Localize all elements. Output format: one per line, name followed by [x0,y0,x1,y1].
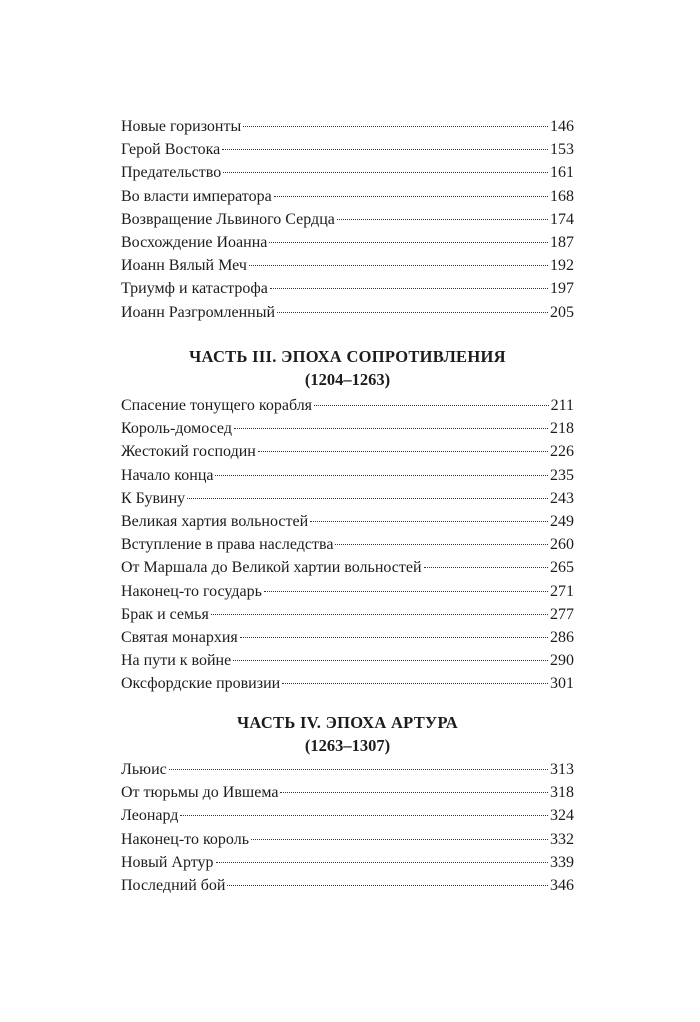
toc-entry-page-number: 324 [550,807,574,825]
toc-entry[interactable] [121,417,574,440]
toc-entry-page-number: 243 [550,489,574,507]
toc-entry-title: К Бувину [121,489,186,507]
dot-leader [335,544,548,545]
toc-entry-title: На пути к войне [121,652,232,670]
toc-entry-page-number: 192 [550,257,574,275]
toc-entry[interactable] [121,254,574,277]
toc-entry[interactable] [121,533,574,556]
toc-entry-title: Наконец-то государь [121,582,262,600]
dot-leader [215,475,548,476]
toc-entry[interactable] [121,510,574,533]
dot-leader [216,862,548,863]
toc-entry[interactable] [121,804,574,827]
toc-entry-page-number: 271 [550,582,574,600]
toc-entry-page-number: 174 [550,210,574,228]
toc-entry-title: Великая хартия вольностей [121,512,309,530]
toc-entry[interactable] [121,758,574,781]
toc-entry-title: Король-домосед [121,420,232,438]
toc-entry[interactable] [121,556,574,579]
dot-leader [269,242,548,243]
toc-entry-title: Льюис [121,761,167,778]
toc-entry-page-number: 346 [550,876,574,894]
toc-entry[interactable] [121,874,574,897]
toc-entry-page-number: 277 [550,605,574,623]
toc-entry-page-number: 205 [550,303,574,321]
dot-leader [211,614,548,615]
toc-entry-page-number: 161 [550,164,574,182]
toc-entry-title: Вступление в права наследства [121,536,334,554]
toc-entry-title: Восхождение Иоанна [121,233,268,251]
toc-section-part3 [121,394,574,695]
toc-entry-page-number: 260 [550,536,574,554]
toc-entry-page-number: 153 [550,141,574,159]
toc-entry-title: Наконец-то король [121,830,249,848]
toc-entry[interactable] [121,301,574,324]
toc-section-part4 [121,758,574,897]
dot-leader [337,219,548,220]
toc-entry[interactable] [121,580,574,603]
toc-entry-title: Иоанн Разгромленный [121,303,276,321]
toc-entry-page-number: 218 [550,420,574,438]
part-3-heading [121,346,574,392]
toc-section-part2-continued [121,115,574,324]
toc-entry-title: Иоанн Вялый Меч [121,257,247,275]
toc-entry-title: Спасение тонущего корабля [121,397,313,414]
toc-entry[interactable] [121,185,574,208]
dot-leader [310,521,548,522]
part-4-title: ЧАСТЬ IV. ЭПОХА АРТУРА [237,713,458,732]
dot-leader [223,172,548,173]
toc-entry[interactable] [121,487,574,510]
toc-entry-page-number: 301 [550,675,574,693]
toc-entry-title: Оксфордские провизии [121,675,281,693]
toc-entry[interactable] [121,851,574,874]
dot-leader [169,769,548,770]
toc-entry[interactable] [121,649,574,672]
toc-entry-page-number: 226 [550,443,574,461]
dot-leader [180,815,548,816]
toc-entry-page-number: 318 [550,784,574,802]
toc-entry-page-number: 249 [550,512,574,530]
toc-entry[interactable] [121,626,574,649]
toc-entry[interactable] [121,440,574,463]
dot-leader [240,637,548,638]
toc-entry[interactable] [121,464,574,487]
dot-leader [227,885,548,886]
dot-leader [233,660,548,661]
dot-leader [234,428,548,429]
toc-entry[interactable] [121,603,574,626]
toc-entry-title: Возвращение Львиного Сердца [121,210,335,228]
toc-entry-title: Жестокий господин [121,443,256,461]
dot-leader [282,683,548,684]
toc-entry-page-number: 211 [550,397,574,414]
dot-leader [274,196,548,197]
toc-entry[interactable] [121,231,574,254]
toc-entry-title: Герой Востока [121,141,221,159]
dot-leader [277,312,548,313]
toc-entry-title: Святая монархия [121,628,238,646]
toc-entry-page-number: 339 [550,853,574,871]
part-4-heading [121,712,574,758]
toc-entry-title: От тюрьмы до Ившема [121,784,279,802]
toc-entry-page-number: 265 [550,559,574,577]
dot-leader [270,288,548,289]
toc-entry-title: Предательство [121,164,222,182]
dot-leader [222,149,548,150]
toc-entry[interactable] [121,828,574,851]
toc-entry-page-number: 235 [550,466,574,484]
part-4-years: (1263–1307) [304,736,391,755]
toc-entry[interactable] [121,138,574,161]
toc-entry-title: Триумф и катастрофа [121,280,268,298]
dot-leader [243,126,548,127]
dot-leader [251,839,548,840]
toc-entry-title: Брак и семья [121,605,209,623]
toc-entry-page-number: 187 [550,233,574,251]
part-3-years: (1204–1263) [304,370,391,389]
toc-entry[interactable] [121,277,574,300]
toc-entry-title: Леонард [121,807,179,825]
toc-entry-page-number: 290 [550,652,574,670]
toc-entry-page-number: 168 [550,187,574,205]
toc-entry[interactable] [121,115,574,138]
dot-leader [249,265,548,266]
toc-entry-title: Последний бой [121,876,226,894]
dot-leader [258,451,548,452]
toc-entry[interactable] [121,781,574,804]
dot-leader [187,498,548,499]
toc-entry-title: Новые горизонты [121,118,242,135]
part-3-title: ЧАСТЬ III. ЭПОХА СОПРОТИВЛЕНИЯ [189,347,506,366]
toc-entry[interactable] [121,672,574,695]
toc-entry-title: Начало конца [121,466,214,484]
dot-leader [314,405,549,406]
toc-entry-title: От Маршала до Великой хартии вольностей [121,559,422,577]
toc-entry[interactable] [121,208,574,231]
toc-entry-title: Новый Артур [121,853,214,871]
toc-entry[interactable] [121,394,574,417]
dot-leader [424,567,548,568]
toc-entry-page-number: 313 [550,761,574,778]
toc-entry-page-number: 286 [550,628,574,646]
toc-entry-page-number: 197 [550,280,574,298]
toc-entry-page-number: 332 [550,830,574,848]
dot-leader [264,591,548,592]
toc-entry-title: Во власти императора [121,187,272,205]
toc-entry[interactable] [121,161,574,184]
toc-entry-page-number: 146 [550,118,574,135]
dot-leader [280,792,548,793]
